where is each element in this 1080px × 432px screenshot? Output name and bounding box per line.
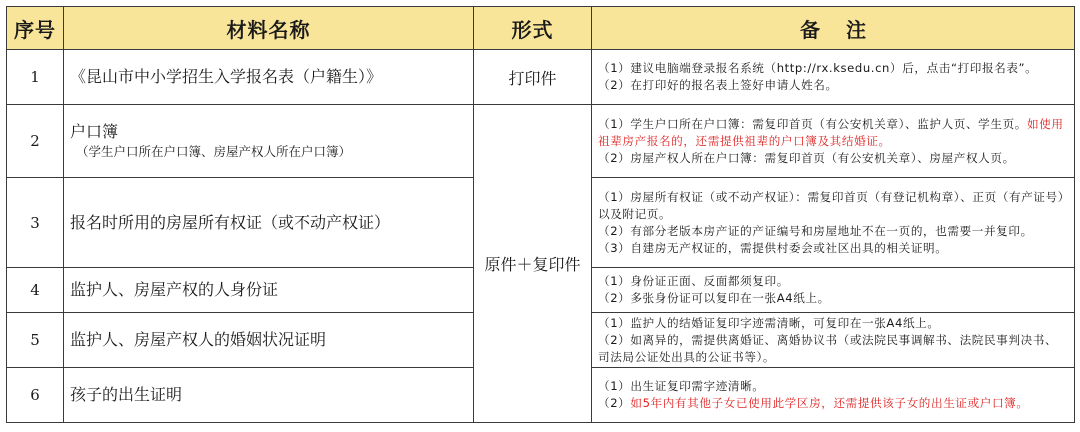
row-num: 1 [7, 50, 64, 105]
row-notes [592, 178, 1075, 268]
note-line: （2）多张身份证可以复印在一张A4纸上。 [598, 291, 830, 305]
table-header-row [7, 7, 1075, 50]
row-notes [592, 50, 1075, 105]
note-line: （1）身份证正面、反面都须复印。 [598, 274, 789, 288]
header-form: 形式 [474, 7, 592, 50]
row-form: 打印件 [474, 50, 592, 105]
row-name-main: 户口簿 [70, 122, 119, 141]
row-notes [592, 368, 1075, 423]
note-line: （1）建议电脑端登录报名系统（http://rx.ksedu.cn）后，点击“打印报名表”。 [598, 61, 1038, 75]
note-line: （1）出生证复印需字迹清晰。 [598, 379, 765, 393]
note-line: （1）监护人的结婚证复印字迹需清晰，可复印在一张A4纸上。 [598, 315, 940, 330]
note-line: （2）有部分老版本房产证的产证编号和房屋地址不在一页的，也需要一并复印。 [598, 223, 1033, 238]
row-name: 监护人、房屋产权人的婚姻状况证明 [64, 313, 474, 368]
row-notes [592, 268, 1075, 313]
note-text-highlight: 如5年内有其他子女已使用此学区房，还需提供该子女的出生证或户口簿。 [630, 396, 1029, 410]
note-text: （2） [598, 396, 631, 410]
note-line: （1）房屋所有权证（或不动产权证）：需复印首页（有登记机构章）、正页（有产证号）以及附记页。 [598, 189, 1065, 221]
row-num: 4 [7, 268, 64, 313]
row-num: 5 [7, 313, 64, 368]
row-num: 2 [7, 105, 64, 178]
row-name: 孩子的出生证明 [64, 368, 474, 423]
note-line: （3）自建房无产权证的，需提供村委会或社区出具的相关证明。 [598, 240, 948, 255]
row-notes [592, 313, 1075, 368]
row-name: 《昆山市中小学招生入学报名表（户籍生）》 [64, 50, 474, 105]
row-name: 报名时所用的房屋所有权证（或不动产权证） [64, 178, 474, 268]
note-line: （2）房屋产权人所在户口簿：需复印首页（有公安机关章）、房屋产权人页。 [598, 150, 1015, 165]
row-form-shared: 原件＋复印件 [474, 105, 592, 423]
note-line: （2）如离异的，需提供离婚证、离婚协议书（或法院民事调解书、法院民事判决书、司法局公证处出具的公证书等）。 [598, 332, 1058, 364]
note-text-highlight: 如使用祖辈房产报名的，还需提供祖辈的户口簿及其结婚证。 [598, 116, 1064, 148]
header-num: 序号 [7, 7, 64, 50]
row-num: 3 [7, 178, 64, 268]
header-notes: 备注 [592, 7, 1075, 50]
header-name: 材料名称 [64, 7, 474, 50]
table-row [7, 50, 1075, 105]
note-line [598, 116, 1068, 150]
note-text: （1）学生户口所在户口簿：需复印首页（有公安机关章）、监护人页、学生页。 [598, 116, 1027, 131]
row-name [64, 105, 474, 178]
row-name: 监护人、房屋产权的人身份证 [64, 268, 474, 313]
row-notes [592, 105, 1075, 178]
row-name-sub: （学生户口所在户口簿、房屋产权人所在户口簿） [76, 144, 352, 159]
note-line [598, 395, 1068, 412]
note-line: （2）在打印好的报名表上签好申请人姓名。 [598, 78, 838, 92]
row-num: 6 [7, 368, 64, 423]
materials-table [6, 6, 1075, 423]
table-row [7, 105, 1075, 178]
